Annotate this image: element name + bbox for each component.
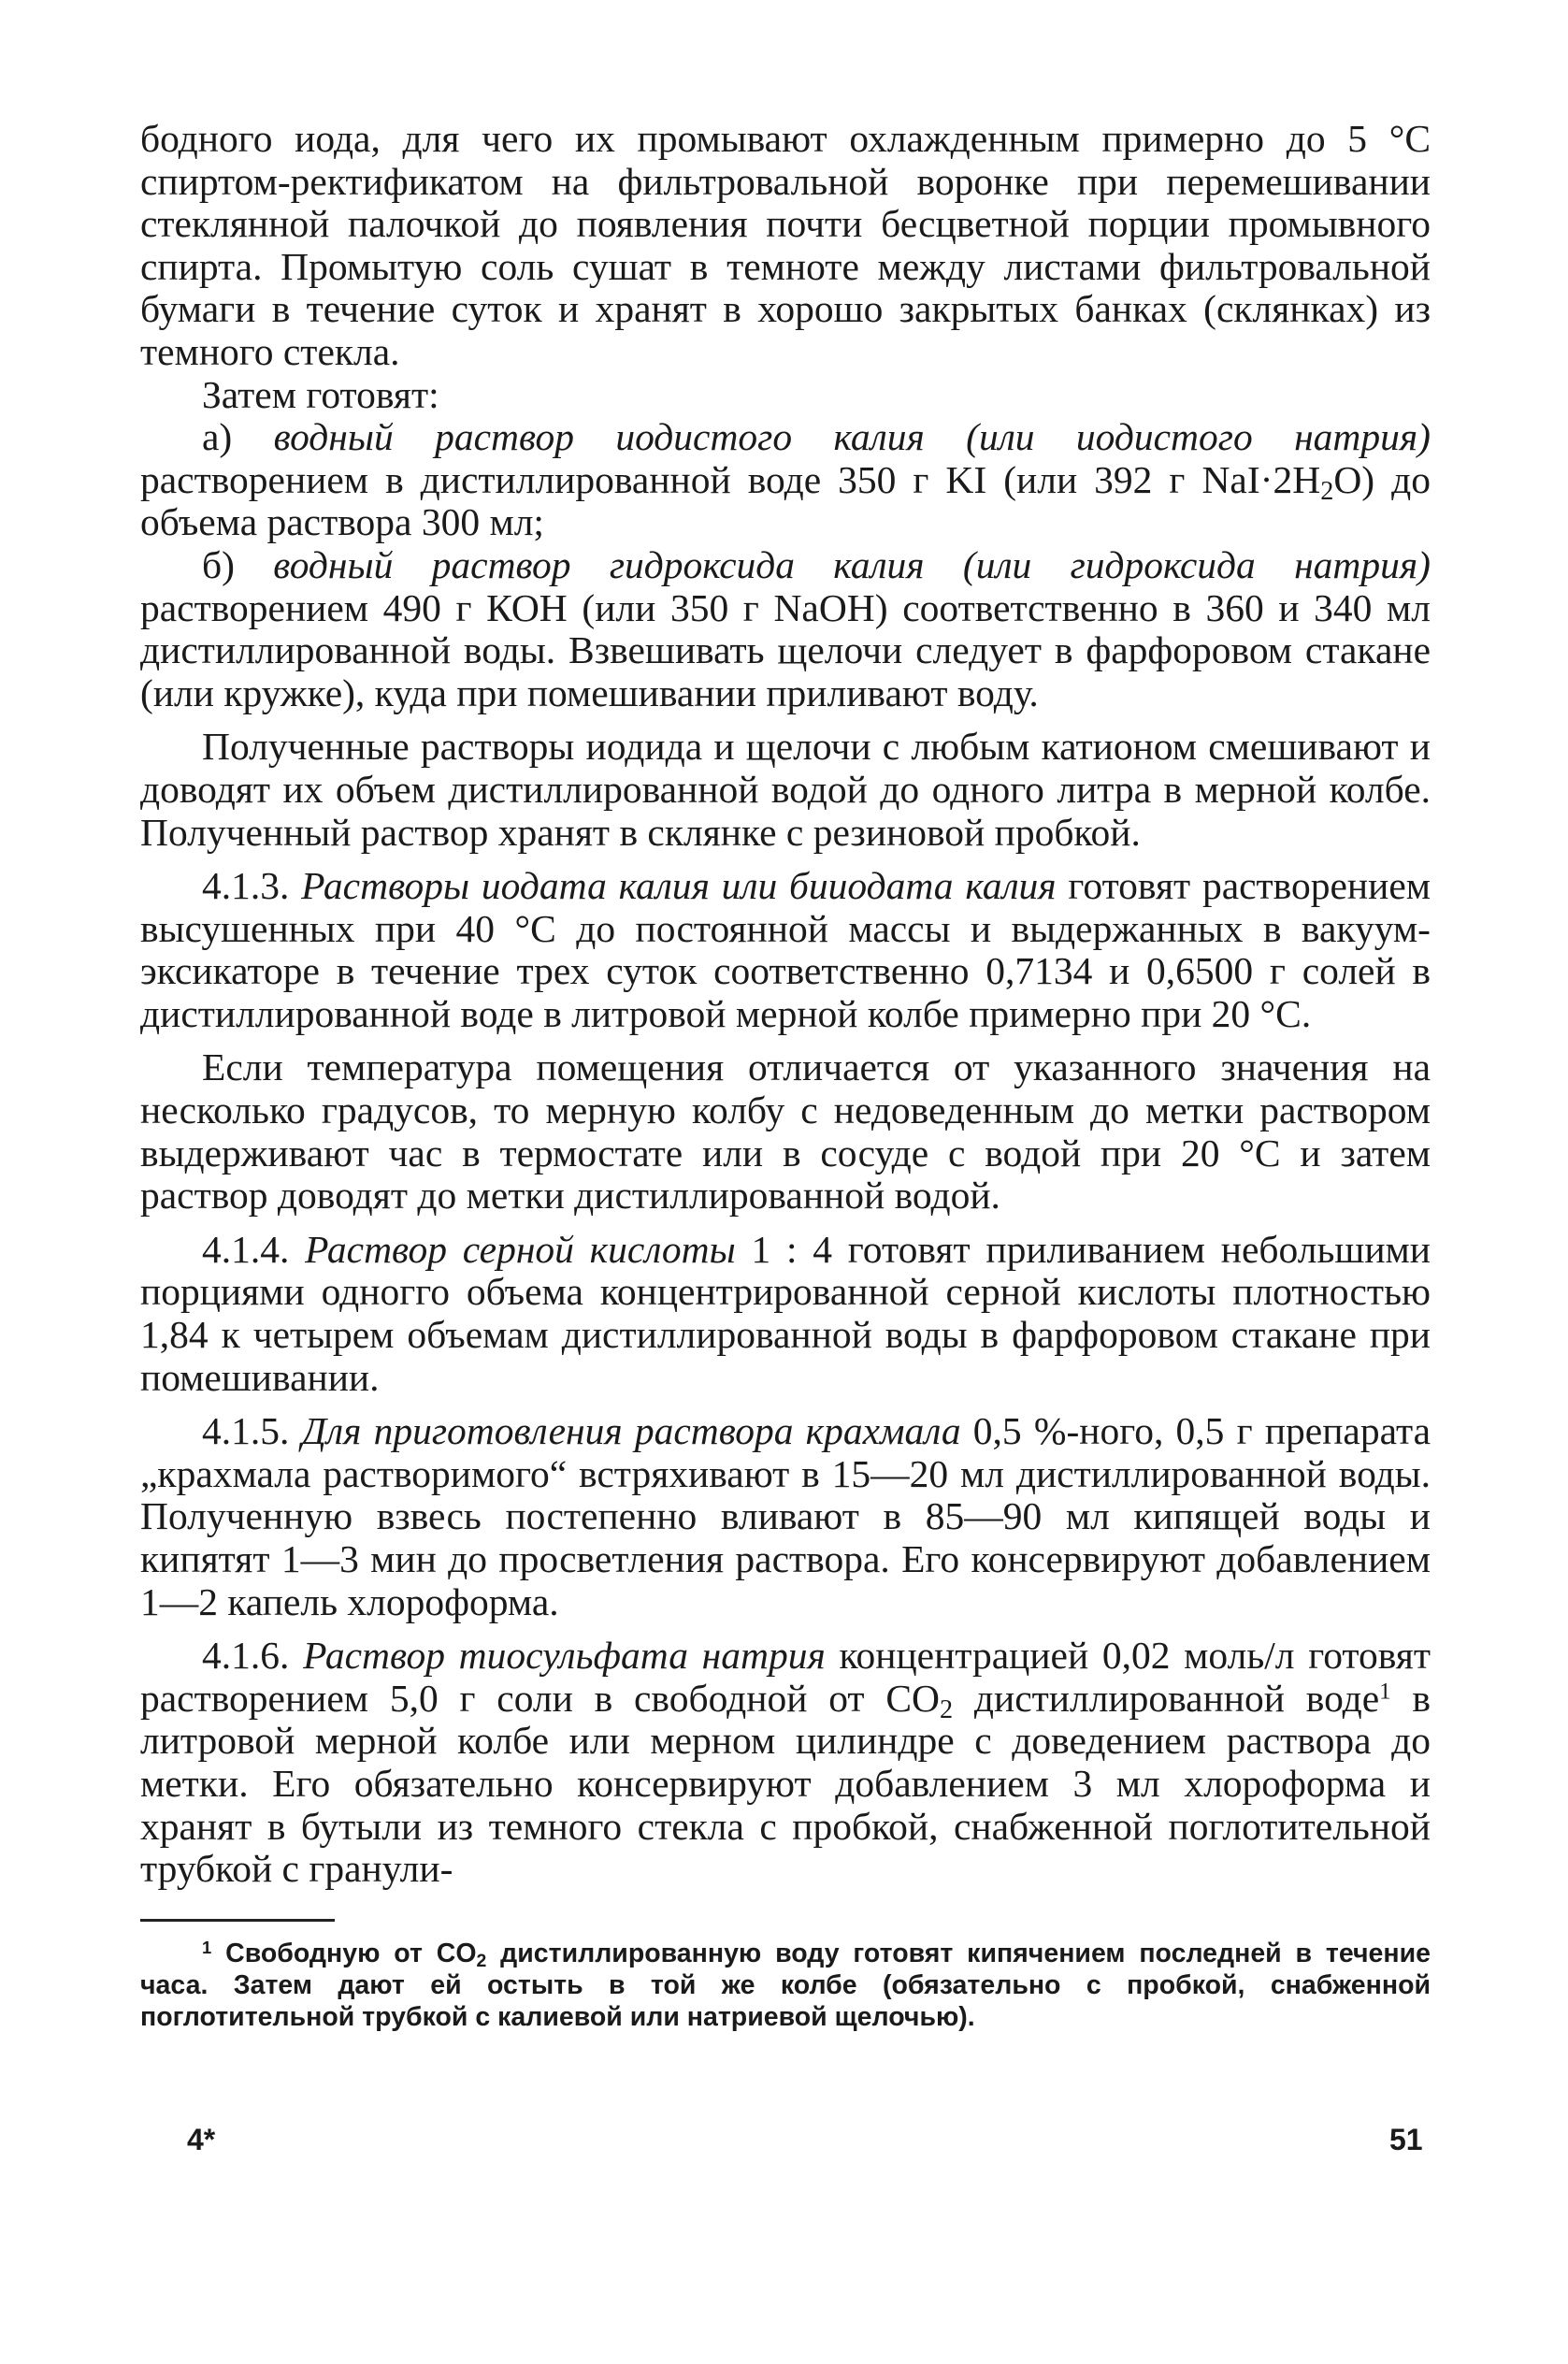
paragraph-p7	[140, 1046, 1431, 1217]
text-run: б)	[202, 542, 274, 586]
signature-mark: 4*	[187, 2123, 216, 2156]
footnote-marker: 1	[1379, 1679, 1391, 1705]
paragraph-p4	[140, 544, 1431, 714]
text-run: O) до объема раствора 300 мл;	[140, 457, 1431, 544]
paragraph-p1	[140, 118, 1431, 374]
text-run: дистиллированную воду готовят кипячением последней в течение часа. Затем дают ей остыть в той же колбе (обязательно с пробкой, снабженной поглотительной трубкой с калиевой или натриевой щелочью).	[140, 1939, 1431, 2032]
text-run: Свободную от CO	[211, 1939, 477, 1968]
text-run: 1 : 4 готовят приливанием небольшими порциями одногго объема концентрированной серной кислоты плотностью 1,84 к четырем объемам дистиллированной воды в фарфоровом стакане при помешивании.	[140, 1227, 1431, 1399]
paragraph-p9	[140, 1410, 1431, 1623]
italic-term: Раствор тиосульфата натрия	[303, 1634, 826, 1678]
text-run: 4.1.5.	[202, 1409, 302, 1453]
text-run: растворением в дистиллированной воде 350 г KI (или 392 г NaI·2H	[140, 457, 1321, 501]
subscript: 2	[940, 1694, 954, 1724]
subscript: 2	[476, 1950, 487, 1971]
footnote	[140, 1938, 1431, 2033]
subscript: 2	[1320, 476, 1334, 506]
italic-term: водный раствор гидроксида калия (или гидроксида натрия)	[273, 542, 1431, 586]
italic-term: Для приготовления раствора крахмала	[301, 1409, 961, 1453]
text-run: готовят растворением высушенных при 40 °С до постоянной массы и выдержанных в вакуум-эксикаторе в течение трех суток соответственно 0,7134 и 0,6500 г солей в дистиллированной воде в литровой мерной колбе примерно при 20 °С.	[140, 864, 1431, 1035]
text-run: в литровой мерной колбе или мерном цилиндре с доведением раствора до метки. Его обязательно консервируют добавлением 3 мл хлороформа и хранят в бутыли из темного стекла с пробкой, снабженной поглотительной трубкой с гранули-	[140, 1676, 1431, 1891]
paragraph-p5	[140, 726, 1431, 854]
text-run: концентрацией 0,02 моль/л готовят растворением 5,0 г соли в свободной от CO	[140, 1634, 1431, 1720]
italic-term: водный раствор иодистого калия (или иодистого натрия)	[273, 415, 1431, 459]
footnote-marker: 1	[202, 1937, 212, 1957]
paragraph-p3	[140, 416, 1431, 544]
text-run: 4.1.6.	[202, 1634, 304, 1678]
paragraph-p6	[140, 865, 1431, 1035]
paragraph-p2	[140, 374, 1431, 417]
paragraph-p8	[140, 1229, 1431, 1399]
text-run: Полученные растворы иодида и щелочи с любым катионом смешивают и доводят их объем дистиллированной водой до одного литра в мерной колбе. Полученный раствор хранят в склянке с резиновой пробкой.	[140, 725, 1431, 854]
body-text	[140, 118, 1431, 1891]
text-run: Затем готовят:	[202, 372, 439, 416]
text-run: 4.1.4.	[202, 1227, 306, 1271]
text-run: 0,5 %-ного, 0,5 г препарата „крахмала растворимого“ встряхивают в 15—20 мл дистиллированной воды. Полученную взвесь постепенно вливают в 85—90 мл кипящей воды и кипятят 1—3 мин до просветления раствора. Его консервируют добавлением 1—2 капель хлороформа.	[140, 1409, 1431, 1623]
footnote-separator	[140, 1919, 335, 1922]
text-run: растворением 490 г КОН (или 350 г NaOH) соответственно в 360 и 340 мл дистиллированной воды. Взвешивать щелочи следует в фарфоровом стакане (или кружке), куда при помешивании приливают воду.	[140, 585, 1431, 714]
page-number: 51	[1389, 2123, 1423, 2156]
paragraph-p10	[140, 1635, 1431, 1891]
text-run: 4.1.3.	[202, 864, 302, 908]
footnote-text	[140, 1938, 1431, 2033]
text-run: бодного иода, для чего их промывают охлажденным примерно до 5 °С спиртом-ректификатом на фильтровальной воронке при перемешивании стеклянной палочкой до появления почти бесцветной порции промывного спирта. Промытую соль сушат в темноте между листами фильтровальной бумаги в течение суток и хранят в хорошо закрытых банках (склянках) из темного стекла.	[140, 117, 1431, 373]
italic-term: Растворы иодата калия или бииодата калия	[301, 864, 1057, 908]
text-run: а)	[202, 415, 274, 459]
text-run: дистиллированной воде	[953, 1676, 1380, 1720]
italic-term: Раствор серной кислоты	[305, 1227, 736, 1271]
text-run: Если температура помещения отличается от указанного значения на несколько градусов, то мерную колбу с недоведенным до метки раствором выдерживают час в термостате или в сосуде с водой при 20 °С и затем раствор доводят до метки дистиллированной водой.	[140, 1045, 1431, 1218]
